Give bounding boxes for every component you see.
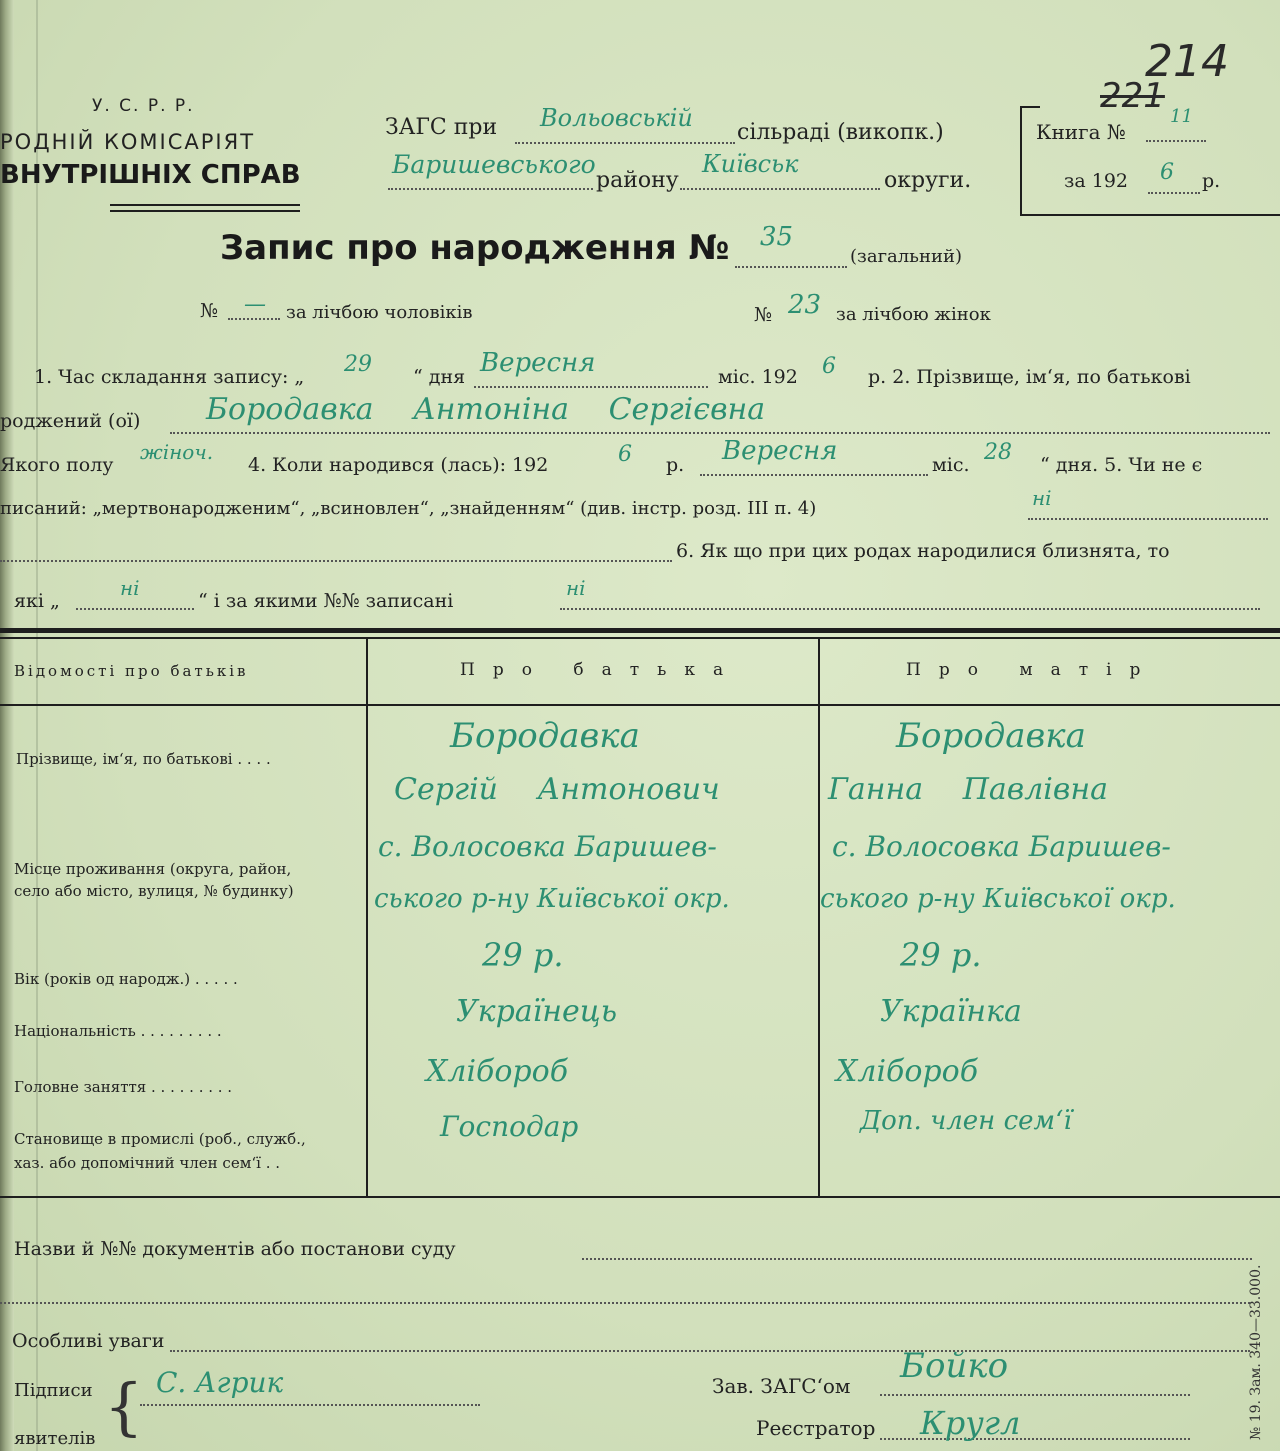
record-line-3c: р. [666, 454, 685, 476]
page-number-struck: 221 [1100, 76, 1165, 116]
row-label-status-2: хаз. або допомічний член сем‘ї . . [14, 1154, 281, 1172]
silradi-label: сільраді (викопк.) [737, 120, 944, 145]
mother-occupation: Хлібороб [836, 1054, 979, 1089]
zags-value: Вольовській [540, 104, 693, 132]
child-name: Бородавка Антоніна Сергієвна [206, 392, 766, 427]
binding-shadow [36, 0, 38, 1451]
book-year-line [1148, 192, 1200, 194]
mother-age: 29 р. [900, 936, 982, 974]
record-line-3d: міс. [932, 454, 970, 476]
col-header-parents: Відомості про батьків [14, 662, 249, 680]
row-label-occupation: Головне заняття . . . . . . . . . [14, 1078, 233, 1096]
row-label-status-1: Становище в промислі (роб., служб., [14, 1130, 306, 1148]
record-date-year: 6 [822, 354, 836, 379]
okruha-value: Київськ [702, 150, 799, 178]
book-box-top [1020, 106, 1040, 108]
father-given-name: Сергій Антонович [394, 772, 720, 807]
signatures-label-2: явителів [14, 1428, 96, 1449]
men-count-label: за лічбою чоловіків [286, 302, 473, 323]
father-status: Господар [440, 1110, 579, 1143]
col-header-father: Про батька [460, 660, 742, 680]
okruha-label: округи. [884, 168, 972, 193]
book-number: 11 [1170, 106, 1193, 127]
book-year-suffix: р. [1202, 170, 1221, 192]
mother-given-name: Ганна Павлівна [828, 772, 1109, 807]
women-count-label: за лічбою жінок [836, 304, 991, 325]
head-signature: Бойко [900, 1346, 1009, 1386]
mother-residence-2: ського р-ну Київської окр. [820, 884, 1176, 914]
women-count-prefix: № [754, 304, 772, 326]
record-number: 35 [760, 222, 794, 252]
record-line-2-label: роджений (ої) [0, 410, 141, 432]
declarant-signature-line [140, 1404, 480, 1406]
raion-field-line [388, 188, 593, 190]
zags-label: ЗАГС при [385, 115, 498, 140]
row-label-nationality: Національність . . . . . . . . . [14, 1022, 222, 1040]
printer-mark: № 19. Зам. 340—33.000. [1248, 1264, 1264, 1440]
documents-field-line [582, 1258, 1252, 1260]
book-box-bottom [1020, 214, 1280, 216]
book-label: Книга № [1036, 120, 1126, 144]
header-underline-1 [110, 204, 300, 206]
twins-nums-line [560, 608, 1260, 610]
father-residence-1: с. Волосовка Баришев- [378, 830, 717, 863]
twins-which: ні [120, 576, 140, 600]
record-line-4-value: ні [1032, 486, 1052, 510]
registrar-label: Реєстратор [756, 1416, 876, 1440]
row-label-residence-2: село або місто, вулиця, № будинку) [14, 882, 294, 900]
record-line-5-field [0, 560, 672, 562]
book-number-line [1146, 140, 1206, 142]
record-line-1b: “ дня [413, 366, 466, 388]
women-count-value: 23 [788, 290, 822, 320]
head-signature-line [880, 1394, 1190, 1396]
record-number-line [735, 266, 847, 268]
record-line-6a: які „ [14, 590, 60, 612]
commissariat-line-2: ВНУТРІШНІХ СПРАВ [0, 160, 301, 190]
col-header-mother: Про матір [906, 660, 1159, 680]
record-line-3e: “ дня. 5. Чи не є [1040, 454, 1203, 476]
book-year-digit: 6 [1160, 160, 1174, 185]
birth-month-line [700, 474, 928, 476]
binding-edge [0, 0, 14, 1451]
father-surname: Бородавка [450, 716, 640, 756]
ussr-label: У. С. Р. Р. [92, 96, 195, 116]
table-top-thick-rule [0, 628, 1280, 633]
zags-field-line [515, 142, 735, 144]
father-nationality: Українець [456, 994, 618, 1029]
mother-residence-1: с. Волосовка Баришев- [832, 830, 1171, 863]
signatures-brace: { [104, 1370, 144, 1443]
mother-nationality: Українка [880, 994, 1022, 1029]
record-month-line [474, 386, 708, 388]
record-line-1a: 1. Час складання запису: „ [34, 366, 305, 388]
record-line-6b: “ і за якими №№ записані [198, 590, 454, 612]
mother-surname: Бородавка [896, 716, 1086, 756]
commissariat-line-1: РОДНІЙ КОМІСАРІЯТ [0, 130, 256, 154]
record-line-3a: Якого полу [0, 454, 114, 476]
raion-value: Баришевського [392, 150, 596, 179]
documents-label: Назви й №№ документів або постанови суду [14, 1238, 456, 1260]
father-occupation: Хлібороб [426, 1054, 569, 1089]
book-box-left [1020, 106, 1022, 216]
twins-which-line [76, 608, 194, 610]
table-col-divider-2 [818, 637, 820, 1197]
record-title: Запис про народження № [220, 228, 730, 268]
table-col-divider-1 [366, 637, 368, 1197]
record-line-1d: р. 2. Прізвище, ім‘я, по батькові [868, 366, 1191, 388]
record-line-4: писаний: „мертвонародженим“, „всиновлен“, „знайденням“ (див. інстр. розд. III п. 4) [0, 498, 817, 519]
table-bottom-rule [0, 1196, 1280, 1198]
row-label-name: Прізвище, ім‘я, по батькові . . . . [16, 750, 271, 768]
raion-label: району [596, 168, 679, 193]
notes-label: Особливі уваги [12, 1330, 165, 1352]
okruha-field-line [680, 188, 880, 190]
mother-status: Доп. член сем‘ї [860, 1106, 1072, 1136]
signatures-label-1: Підписи [14, 1380, 93, 1401]
record-line-5: 6. Як що при цих родах народилися близнята, то [676, 540, 1170, 562]
registrar-signature: Кругл [920, 1404, 1021, 1442]
birth-day: 28 [984, 440, 1012, 465]
record-line-4-field [1028, 518, 1268, 520]
table-top-thin-rule [0, 637, 1280, 639]
twins-nums: ні [566, 576, 586, 600]
birth-month: Вересня [722, 436, 838, 466]
page-number: 214 [1145, 36, 1229, 87]
child-name-line [170, 432, 1270, 434]
declarant-signature: С. Агрик [156, 1366, 284, 1399]
men-count-value: — [244, 292, 266, 317]
father-residence-2: ського р-ну Київської окр. [374, 884, 730, 914]
record-title-suffix: (загальний) [850, 246, 962, 267]
row-label-residence-1: Місце проживання (округа, район, [14, 860, 292, 878]
head-label: Зав. ЗАГС‘ом [712, 1374, 851, 1398]
documents-field-line-2 [0, 1302, 1250, 1304]
men-count-line [228, 318, 280, 320]
record-date-day: 29 [344, 352, 372, 377]
record-line-1c: міс. 192 [718, 366, 798, 388]
record-line-3b: 4. Коли народився (лась): 192 [248, 454, 549, 476]
book-year-label: за 192 [1064, 170, 1128, 192]
men-count-prefix: № [200, 300, 218, 322]
row-label-age: Вік (років од народж.) . . . . . [14, 970, 238, 988]
birth-year: 6 [618, 442, 632, 467]
notes-field-line [170, 1350, 1250, 1352]
record-date-month: Вересня [480, 348, 596, 378]
table-header-rule [0, 704, 1280, 706]
child-sex: жіноч. [140, 440, 214, 464]
father-age: 29 р. [482, 936, 564, 974]
header-underline-2 [110, 210, 300, 212]
